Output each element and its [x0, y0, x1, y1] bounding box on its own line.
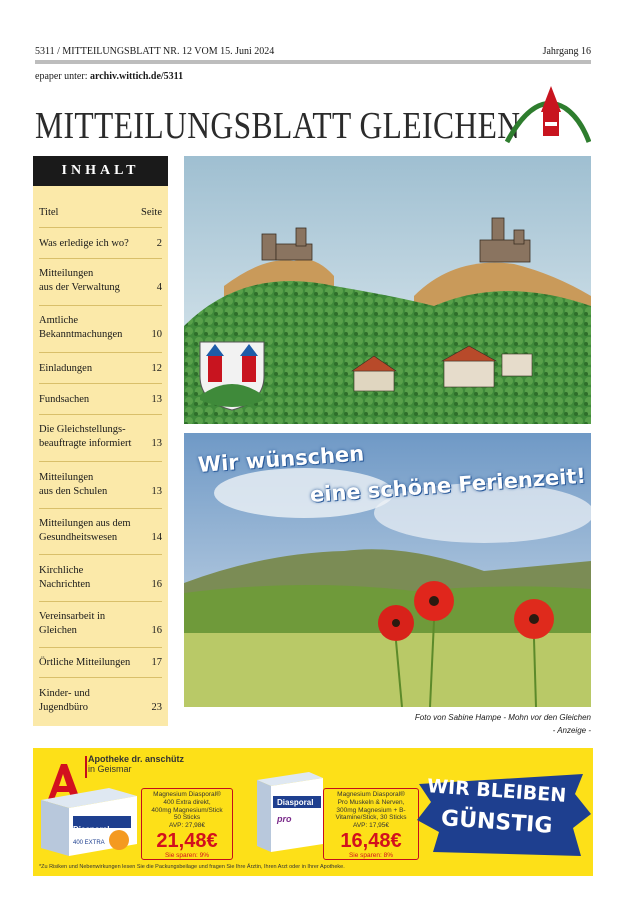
- toc-item-title: Kinder- und Jugendbüro: [39, 688, 90, 713]
- toc-item-title: Mitteilungen aus dem Gesundheitswesen: [39, 518, 131, 543]
- toc-item-page: 12: [151, 363, 162, 374]
- toc-item[interactable]: [39, 687, 162, 715]
- toc-separator: [39, 554, 162, 555]
- toc-item-title: Was erledige ich wo?: [39, 238, 129, 249]
- toc-item-title: Kirchliche Nachrichten: [39, 565, 91, 590]
- product-box-2-icon: [255, 770, 325, 854]
- product-2-sub: pro: [277, 814, 292, 824]
- coat-of-arms-icon: [200, 342, 264, 410]
- castles-drawing: [184, 156, 591, 424]
- toc-separator: [39, 227, 162, 228]
- price-card-1: [141, 788, 233, 860]
- pharmacy-ad[interactable]: [33, 748, 593, 876]
- product-box-1-label: [73, 825, 109, 834]
- toc-item-page: 13: [151, 486, 162, 497]
- toc-item[interactable]: [39, 610, 162, 638]
- castles-illustration: [184, 156, 591, 424]
- toc-column-page: Seite: [141, 207, 162, 218]
- toc-item[interactable]: [39, 314, 162, 342]
- toc-separator: [39, 258, 162, 259]
- toc-item-page: 4: [156, 282, 162, 293]
- toc-heading: INHALT: [33, 156, 168, 186]
- product-2-text: Magnesium Diasporal® Pro Muskeln & Nerven, 300mg Magnesium + B- Vitamine/Stick, 30 Sticks AVP: 17,95€: [335, 791, 407, 830]
- toc-item-title: Örtliche Mitteilungen: [39, 657, 131, 668]
- toc-item-title: Mitteilungen aus den Schulen: [39, 472, 108, 497]
- toc-item[interactable]: [39, 423, 162, 451]
- toc-item-page: 16: [151, 579, 162, 590]
- toc-item-title: Vereinsarbeit in Gleichen: [39, 611, 106, 636]
- slogan-burst: [413, 770, 593, 860]
- slogan-line-1: WIR BLEIBEN: [426, 775, 567, 807]
- pharmacy-name: [88, 754, 184, 774]
- greeting-line-2: eine schöne Ferienzeit!: [309, 463, 587, 507]
- product-box-1-sub: [73, 840, 105, 846]
- product-1-price: 21,48€: [156, 829, 218, 852]
- product-box-2-sub: [277, 814, 292, 824]
- toc-separator: [39, 461, 162, 462]
- photo-caption: Foto von Sabine Hampe - Mohn vor den Gleichen: [414, 713, 591, 722]
- toc-separator: [39, 647, 162, 648]
- brand-divider: [85, 756, 87, 778]
- toc-item[interactable]: [39, 267, 162, 295]
- toc-separator: [39, 508, 162, 509]
- price-card-2: [323, 788, 419, 860]
- slogan-line-2: GÜNSTIG: [440, 806, 554, 839]
- toc-item-page: 14: [151, 532, 162, 543]
- product-box-2-label: [277, 798, 313, 807]
- ad-marker: - Anzeige -: [552, 726, 591, 735]
- toc-item-page: 17: [151, 657, 162, 668]
- product-1-saving: Sie sparen: 9%: [164, 851, 210, 859]
- toc-item-page: 23: [151, 702, 162, 713]
- toc-item[interactable]: [39, 656, 162, 670]
- poppy-photo: [184, 433, 591, 707]
- toc-item-title: Die Gleichstellungs- beauftragte informiert: [39, 424, 132, 449]
- toc-item-page: 10: [151, 329, 162, 340]
- toc-item[interactable]: [39, 564, 162, 592]
- toc-separator: [39, 305, 162, 306]
- table-of-contents: [33, 156, 168, 726]
- toc-item-title: Amtliche Bekanntmachungen: [39, 315, 123, 340]
- toc-item[interactable]: [39, 393, 162, 407]
- pharmacy-name-line1: Apotheke dr. anschütz: [88, 754, 185, 764]
- toc-item-page: 16: [151, 625, 162, 636]
- toc-separator: [39, 601, 162, 602]
- product-2-price: 16,48€: [340, 829, 402, 852]
- toc-separator: [39, 677, 162, 678]
- toc-header-row: [39, 206, 162, 220]
- toc-item[interactable]: [39, 362, 162, 376]
- epaper-prefix: epaper unter:: [35, 71, 90, 82]
- ad-footnote: *Zu Risiken und Nebenwirkungen lesen Sie die Packungsbeilage und fragen Sie Ihre Ärztin, Ihren Arzt oder in Ihrer Apotheke.: [39, 864, 345, 870]
- masthead: [35, 102, 591, 148]
- product-box-1-icon: [39, 786, 139, 858]
- epaper-link[interactable]: archiv.wittich.de/5311: [89, 71, 184, 82]
- issue-header: [35, 46, 591, 57]
- masthead-title: MITTEILUNGSBLATT GLEICHEN: [35, 105, 521, 147]
- toc-item[interactable]: [39, 237, 162, 251]
- product-1-label: Diasporal: [73, 825, 110, 834]
- epaper-line: [35, 71, 183, 82]
- pharmacy-name-line2: in Geismar: [88, 764, 132, 774]
- toc-separator: [39, 383, 162, 384]
- toc-item-page: 2: [156, 238, 162, 249]
- issue-info: 5311 / MITTEILUNGSBLATT NR. 12 VOM 15. Juni 2024: [35, 46, 275, 57]
- product-1-sub: 400 EXTRA: [73, 840, 105, 846]
- toc-item[interactable]: [39, 471, 162, 499]
- product-2-label: Diasporal: [277, 798, 314, 807]
- toc-item[interactable]: [39, 517, 162, 545]
- header-rule: [35, 60, 591, 64]
- toc-item-title: Fundsachen: [39, 394, 90, 405]
- toc-item-page: 13: [151, 438, 162, 449]
- product-2-saving: Sie sparen: 8%: [348, 851, 394, 859]
- greeting-banner: [192, 441, 587, 507]
- town-emblem-icon: [505, 82, 591, 148]
- toc-separator: [39, 352, 162, 353]
- toc-item-title: Mitteilungen aus der Verwaltung: [39, 268, 120, 293]
- toc-separator: [39, 414, 162, 415]
- toc-item-title: Einladungen: [39, 363, 93, 374]
- volume-info: Jahrgang 16: [542, 46, 591, 57]
- greeting-line-1: Wir wünschen: [197, 441, 365, 477]
- product-1-text: Magnesium Diasporal® 400 Extra direkt, 400mg Magnesium/Stick 50 Sticks AVP: 27,98€: [151, 791, 223, 830]
- toc-column-title: Titel: [39, 207, 59, 218]
- toc-item-page: 13: [151, 394, 162, 405]
